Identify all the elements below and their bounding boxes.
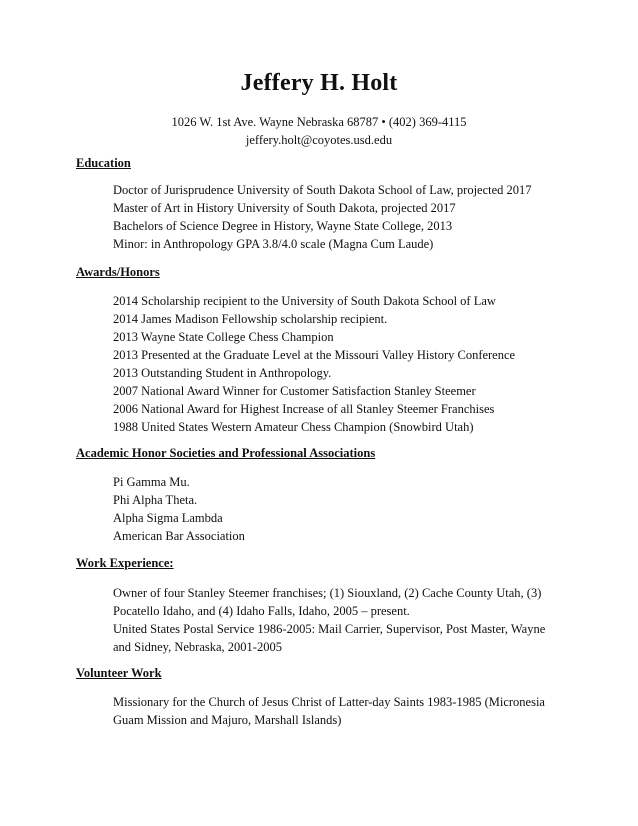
award-item: 2013 Wayne State College Chess Champion (113, 330, 334, 344)
awards-list (113, 292, 563, 436)
awards-heading: Awards/Honors (76, 265, 160, 279)
societies-list (113, 473, 563, 545)
work-heading: Work Experience: (76, 556, 174, 570)
education-item: Bachelors of Science Degree in History, Wayne State College, 2013 (113, 219, 453, 233)
volunteer-list (113, 693, 553, 729)
education-item: Minor: in Anthropology GPA 3.8/4.0 scale (Magna Cum Laude) (113, 237, 434, 251)
education-item: Master of Art in History University of South Dakota, projected 2017 (113, 201, 456, 215)
resume-name: Jeffery H. Holt (240, 70, 398, 96)
societies-heading: Academic Honor Societies and Professional Associations (76, 446, 376, 460)
education-list (113, 181, 563, 253)
award-item: 2014 Scholarship recipient to the University of South Dakota School of Law (113, 294, 496, 308)
society-item: Pi Gamma Mu. (113, 475, 190, 489)
award-item: 2014 James Madison Fellowship scholarship recipient. (113, 312, 388, 326)
society-item: Phi Alpha Theta. (113, 493, 198, 507)
award-item: 2013 Outstanding Student in Anthropology. (113, 366, 332, 380)
award-item: 1988 United States Western Amateur Chess Champion (Snowbird Utah) (113, 420, 474, 434)
volunteer-heading: Volunteer Work (76, 666, 162, 680)
work-item: Owner of four Stanley Steemer franchises; (1) Siouxland, (2) Cache County Utah, (3) Pocatello Idaho, and (4) Idaho Falls, Idaho, 2005 – present. (113, 586, 542, 618)
award-item: 2006 National Award for Highest Increase of all Stanley Steemer Franchises (113, 402, 495, 416)
education-heading: Education (76, 156, 131, 170)
work-list (113, 584, 553, 656)
contact-email: jeffery.holt@coyotes.usd.edu (245, 133, 393, 147)
society-item: American Bar Association (113, 529, 245, 543)
volunteer-item: Missionary for the Church of Jesus Christ of Latter-day Saints 1983-1985 (Micronesia Guam Mission and Majuro, Marshall Islands) (113, 695, 545, 727)
award-item: 2013 Presented at the Graduate Level at the Missouri Valley History Conference (113, 348, 516, 362)
work-item: United States Postal Service 1986-2005: Mail Carrier, Supervisor, Post Master, Wayne and Sidney, Nebraska, 2001-2005 (113, 622, 546, 654)
society-item: Alpha Sigma Lambda (113, 511, 223, 525)
education-item: Doctor of Jurisprudence University of South Dakota School of Law, projected 2017 (113, 183, 532, 197)
contact-address-phone: 1026 W. 1st Ave. Wayne Nebraska 68787 • (402) 369-4115 (171, 115, 467, 129)
award-item: 2007 National Award Winner for Customer Satisfaction Stanley Steemer (113, 384, 476, 398)
